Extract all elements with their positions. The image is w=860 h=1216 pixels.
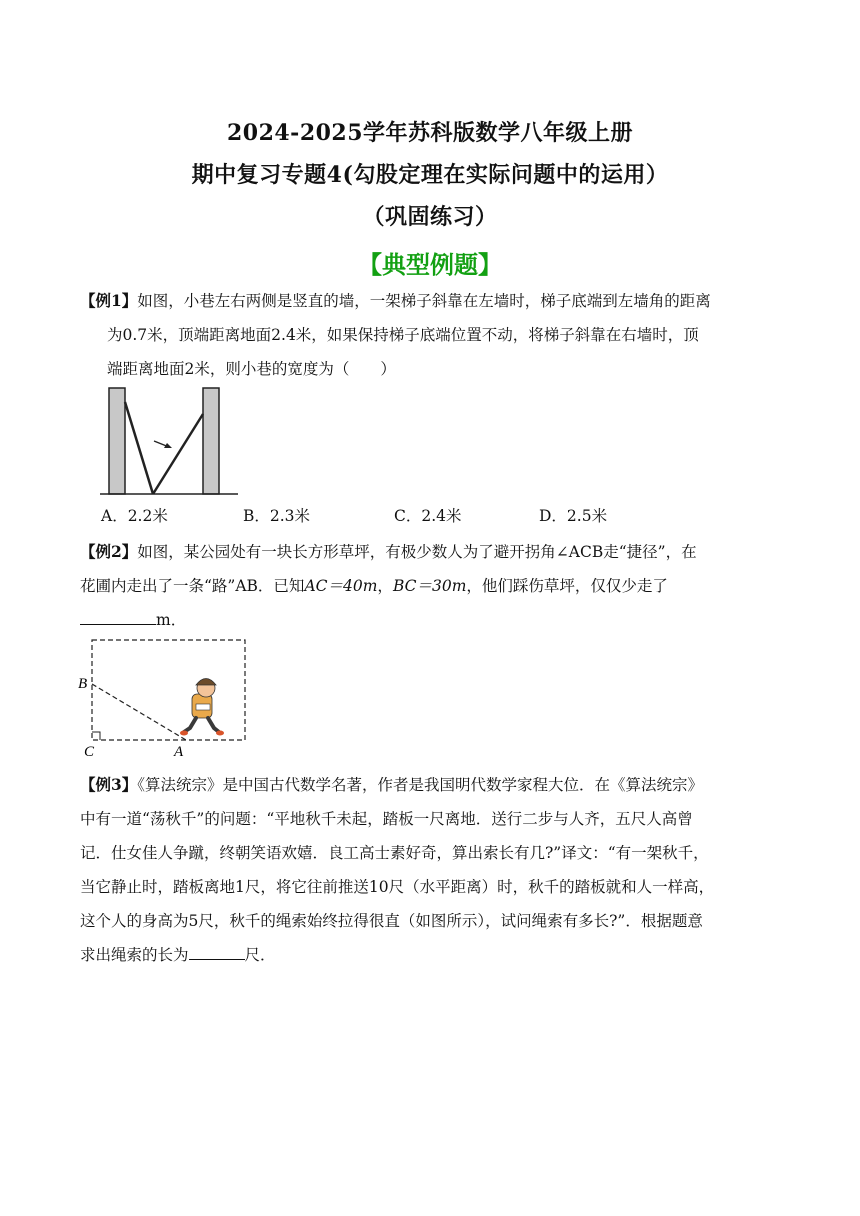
ex3-line2: 中有一道“荡秋千”的问题：“平地秋千未起，踏板一尺离地．送行二步与人齐，五尺人高曾	[80, 810, 693, 828]
lawn-figure	[76, 636, 251, 761]
ex3-line5: 这个人的身高为5尺，秋千的绳索始终拉得很直（如图所示），试问绳索有多长?”．根据题意	[80, 912, 703, 930]
ex3-line4: 当它静止时，踏板离地1尺，将它往前推送10尺（水平距离）时，秋千的踏板就和人一样高，	[80, 878, 715, 896]
ex2-line3	[80, 603, 186, 637]
ex3-tag: 【例3】	[80, 775, 138, 794]
ex1-option-b: B．2.3米	[243, 507, 311, 525]
ex2-text1: 如图，某公园处有一块长方形草坪，有极少数人为了避开拐角∠ACB走“捷径”，在	[137, 543, 697, 561]
ex1-line2: 为0.7米，顶端距离地面2.4米，如果保持梯子底端位置不动，将梯子斜靠在右墙时，顶	[107, 326, 699, 344]
ex3-text6a: 求出绳索的长为	[80, 946, 189, 964]
right-angle-mark	[92, 732, 100, 740]
ex3-line6	[80, 938, 276, 972]
ladder-left	[125, 402, 153, 494]
ex3-line3: 记．仕女佳人争蹴，终朝笑语欢嬉．良工高士素好奇，算出索长有几?”译文：“有一架秋千，	[80, 844, 709, 862]
ex2-answer-blank	[80, 608, 156, 625]
path-ab	[92, 684, 186, 740]
right-wall	[203, 388, 219, 494]
ex2-line2	[80, 569, 668, 603]
ladder-figure	[96, 384, 241, 499]
doc-title-line3: （巩固练习）	[362, 204, 498, 230]
ex1-option-a: A．2.2米	[101, 507, 168, 525]
doc-title-line1: 2024-2025学年苏科版数学八年级上册	[226, 120, 634, 146]
left-wall	[109, 388, 125, 494]
ex3-text1: 《算法统宗》是中国古代数学名著，作者是我国明代数学家程大位．在《算法统宗》	[137, 776, 704, 794]
ex2-tag: 【例2】	[80, 542, 138, 561]
lawn-rectangle	[92, 640, 245, 740]
ex1-line3: 端距离地面2米，则小巷的宽度为（ ）	[107, 360, 396, 378]
ex2-text2b: ，他们踩伤草坪，仅仅少走了	[466, 577, 668, 595]
doc-title-line2: 期中复习专题4(勾股定理在实际问题中的运用）	[191, 162, 669, 188]
ex1-text1: 如图，小巷左右两侧是竖直的墙，一架梯子斜靠在左墙时，梯子底端到左墙角的距离	[137, 292, 711, 310]
ex2-bc-value: BC＝30m	[392, 577, 467, 595]
label-a: A	[174, 744, 184, 760]
ex1-option-c: C．2.4米	[394, 507, 462, 525]
section-heading: 【典型例题】	[358, 250, 502, 279]
ex2-ac-value: AC＝40m	[304, 577, 378, 595]
walking-person-icon	[180, 679, 224, 736]
ex3-answer-blank	[189, 943, 245, 960]
label-c: C	[84, 744, 95, 760]
ladder-right	[153, 414, 203, 494]
ex3-text6b: 尺．	[244, 946, 276, 964]
ex1-option-d: D．2.5米	[539, 507, 608, 525]
ex3-line1	[80, 768, 703, 802]
ex2-text2a: 花圃内走出了一条“路”AB．已知	[80, 577, 305, 595]
ex1-tag: 【例1】	[80, 291, 138, 310]
ex2-line1	[80, 535, 697, 569]
ex2-sep: ，	[377, 577, 393, 595]
ex1-line1	[80, 284, 711, 318]
ex2-text3: m．	[156, 611, 187, 629]
label-b: B	[78, 676, 88, 692]
